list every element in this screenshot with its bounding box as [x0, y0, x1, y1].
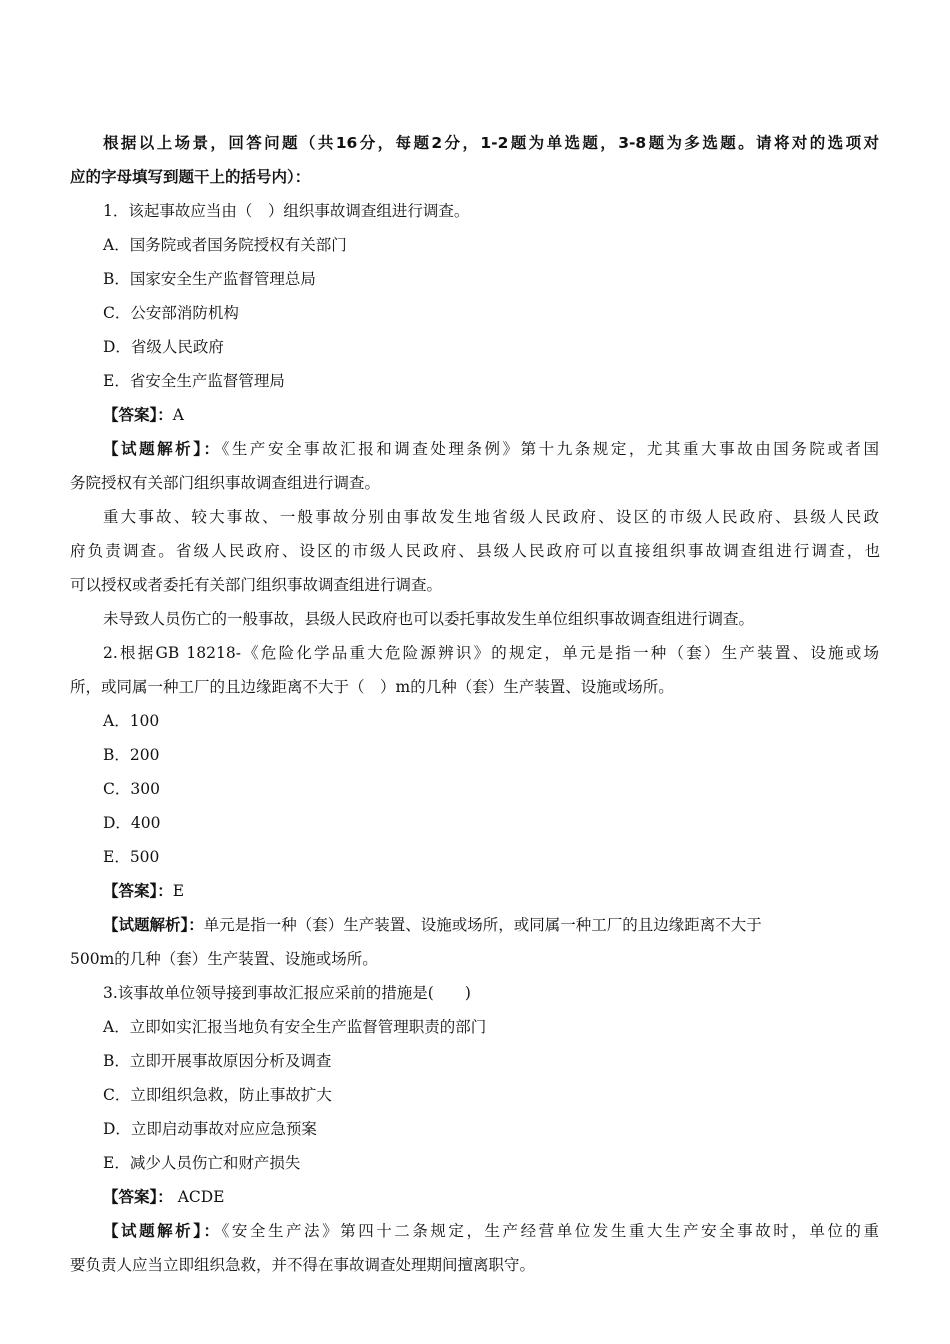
- q1-answer-value: A: [172, 406, 184, 424]
- q3-answer-value: ACDE: [172, 1188, 225, 1206]
- q2-analysis-line-1: [103, 915, 913, 935]
- q1-analysis-line-2: 务院授权有关部门组织事故调查组进行调查。: [70, 474, 381, 492]
- q2-analysis-text-1: 单元是指一种（套）生产装置、设施或场所，或同属一种工厂的且边缘距离不大于: [203, 916, 762, 934]
- q2-stem-line-2: 所，或同属一种工厂的且边缘距离不大于（ ）m的几种（套）生产装置、设施或场所。: [70, 678, 674, 696]
- q1-para2-line-3: 可以授权或者委托有关部门组织事故调查组进行调查。: [70, 576, 443, 594]
- q2-option-b: B．200: [103, 746, 160, 764]
- q1-analysis-line-1: [103, 439, 879, 459]
- q3-option-a: A．立即如实汇报当地负有安全生产监督管理职责的部门: [103, 1018, 487, 1036]
- q3-stem: 3.该事故单位领导接到事故汇报应采前的措施是( ): [103, 984, 471, 1002]
- q2-option-c: C．300: [103, 780, 160, 798]
- q2-answer: [103, 881, 913, 901]
- intro-line-1: 根据以上场景，回答问题（共16分，每题2分，1-2题为单选题，3-8题为多选题。请将对的选项对: [103, 134, 879, 152]
- q3-option-d: D．立即启动事故对应应急预案: [103, 1120, 317, 1138]
- q2-analysis-line-2: 500m的几种（套）生产装置、设施或场所。: [70, 950, 378, 968]
- q3-analysis-line-2: 要负责人应当立即组织急救，并不得在事故调查处理期间擅离职守。: [70, 1256, 536, 1274]
- q1-analysis-text-1: 《生产安全事故汇报和调查处理条例》第十九条规定，尤其重大事故由国务院或者国: [221, 440, 879, 458]
- q2-option-e: E．500: [103, 848, 160, 866]
- q2-option-d: D．400: [103, 814, 161, 832]
- q1-stem: 1．该起事故应当由（ ）组织事故调查组进行调查。: [103, 202, 470, 220]
- q1-answer: [103, 405, 913, 425]
- q3-analysis-text-1: 《安全生产法》第四十二条规定，生产经营单位发生重大生产安全事故时，单位的重: [221, 1222, 879, 1240]
- intro-line-2: 应的字母填写到题干上的括号内）：: [70, 168, 311, 186]
- q1-option-a: A．国务院或者国务院授权有关部门: [103, 236, 347, 254]
- q3-answer: [103, 1187, 913, 1207]
- q2-stem-line-1: 2.根据GB 18218-《危险化学品重大危险源辨识》的规定，单元是指一种（套）生产装置、设施或场: [103, 644, 879, 662]
- q1-option-c: C．公安部消防机构: [103, 304, 239, 322]
- q1-para3: 未导致人员伤亡的一般事故，县级人民政府也可以委托事故发生单位组织事故调查组进行调查。: [103, 610, 755, 628]
- q1-option-d: D．省级人民政府: [103, 338, 224, 356]
- q2-option-a: A．100: [103, 712, 160, 730]
- q1-option-b: B．国家安全生产监督管理总局: [103, 270, 316, 288]
- q3-option-b: B．立即开展事故原因分析及调查: [103, 1052, 332, 1070]
- analysis-label: 【试题解析】：: [103, 440, 222, 458]
- q3-option-c: C．立即组织急救，防止事故扩大: [103, 1086, 332, 1104]
- q2-answer-value: E: [172, 882, 185, 900]
- answer-label: 【答案】：: [103, 406, 173, 424]
- analysis-label: 【试题解析】：: [103, 916, 204, 934]
- answer-label: 【答案】：: [103, 882, 173, 900]
- q1-para2-line-2: 府负责调查。省级人民政府、设区的市级人民政府、县级人民政府可以直接组织事故调查组进行调查，也: [70, 542, 880, 560]
- q3-analysis-line-1: [103, 1221, 879, 1241]
- answer-label: 【答案】：: [103, 1188, 173, 1206]
- analysis-label: 【试题解析】：: [103, 1222, 222, 1240]
- q3-option-e: E．减少人员伤亡和财产损失: [103, 1154, 301, 1172]
- q1-para2-line-1: 重大事故、较大事故、一般事故分别由事故发生地省级人民政府、设区的市级人民政府、县级人民政: [103, 508, 879, 526]
- q1-option-e: E．省安全生产监督管理局: [103, 372, 285, 390]
